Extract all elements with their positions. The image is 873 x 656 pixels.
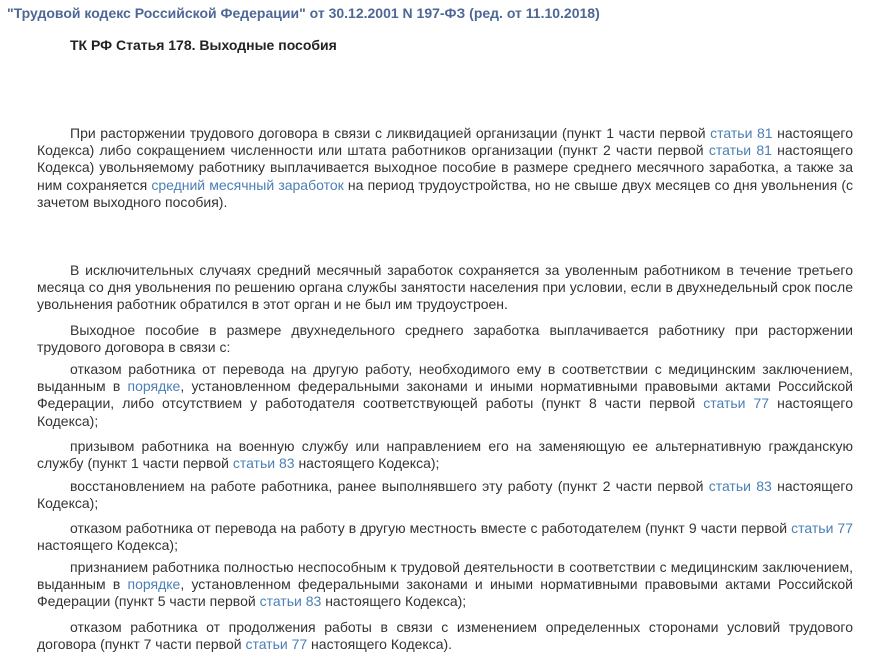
text-segment: настоящего Кодекса); bbox=[37, 537, 178, 554]
text-segment: отказом работника от перевода на другую работу, необходимого ему в соответствии с медицинским заключением, выданным в bbox=[37, 361, 853, 395]
text-segment: настоящего Кодекса); bbox=[37, 478, 853, 512]
text-segment: При расторжении трудового договора в связи с ликвидацией организации (пункт 1 части первой bbox=[70, 125, 711, 141]
paragraph-text bbox=[37, 361, 853, 430]
reference-link[interactable]: статьи 83 bbox=[259, 593, 322, 610]
reference-link[interactable]: статьи 83 bbox=[708, 478, 772, 494]
text-segment: , установленном федеральными законами и иными нормативными правовыми актами Российской Федерации, либо отсутствием у работодателя соответствующей работы (пункт 8 части первой bbox=[37, 378, 853, 412]
paragraph-1 bbox=[37, 125, 853, 211]
text-segment: признанием работника полностью неспособным к трудовой деятельности в соответствии с медицинским заключением, выданным в bbox=[37, 559, 853, 593]
reference-link[interactable]: статьи 77 bbox=[245, 636, 308, 653]
text-segment: настоящего Кодекса); bbox=[294, 455, 440, 472]
paragraph-7 bbox=[37, 520, 853, 554]
reference-link[interactable]: статьи 83 bbox=[232, 455, 295, 472]
paragraph-6 bbox=[37, 478, 853, 512]
text-segment: настоящего Кодекса). bbox=[307, 636, 453, 653]
text-segment: , установленном федеральными законами и иными нормативными правовыми актами Российской Федерации (пункт 5 части первой bbox=[37, 576, 853, 610]
paragraph-text bbox=[37, 125, 853, 211]
reference-link[interactable]: порядке bbox=[127, 378, 181, 395]
paragraph-5 bbox=[37, 438, 853, 472]
paragraph-text bbox=[37, 559, 853, 611]
text-segment: призывом работника на военную службу или направлением его на заменяющую ее альтернативную гражданскую службу (пункт 1 части первой bbox=[37, 438, 853, 472]
text-segment: отказом работника от продолжения работы в связи с изменением определенных сторонами условий трудового договора (пункт 7 части первой bbox=[37, 619, 853, 653]
text-segment: настоящего Кодекса); bbox=[321, 593, 467, 610]
paragraph-text bbox=[37, 262, 853, 314]
text-segment: отказом работника от перевода на работу в другую местность вместе с работодателем (пункт 9 части первой bbox=[70, 520, 792, 536]
reference-link[interactable]: статьи 81 bbox=[708, 142, 772, 159]
text-segment: Выходное пособие в размере двухнедельного среднего заработка выплачивается работнику при расторжении трудового договора в связи с: bbox=[37, 322, 853, 356]
text-segment: настоящего Кодекса); bbox=[37, 395, 853, 429]
article-title: ТК РФ Статья 178. Выходные пособия bbox=[70, 37, 337, 53]
document-title: "Трудовой кодекс Российской Федерации" от 30.12.2001 N 197-ФЗ (ред. от 11.10.2018) bbox=[7, 5, 600, 21]
paragraph-8 bbox=[37, 559, 853, 611]
paragraph-4 bbox=[37, 361, 853, 430]
text-segment: на период трудоустройства, но не свыше двух месяцев со дня увольнения (с зачетом выходного пособия). bbox=[37, 176, 853, 210]
text-segment: восстановлением на работе работника, ранее выполнявшего эту работу (пункт 2 части первой bbox=[70, 478, 709, 494]
reference-link[interactable]: средний месячный заработок bbox=[151, 176, 344, 193]
paragraph-2 bbox=[37, 262, 853, 314]
paragraph-3 bbox=[37, 322, 853, 356]
reference-link[interactable]: статьи 77 bbox=[703, 395, 770, 412]
paragraph-9 bbox=[37, 619, 853, 653]
reference-link[interactable]: статьи 81 bbox=[710, 125, 773, 141]
paragraph-text bbox=[37, 322, 853, 356]
text-segment: В исключительных случаях средний месячный заработок сохраняется за уволенным работником в течение третьего месяца со дня увольнения по решению органа службы занятости населения при условии, если в двухнедельный срок после увольнения работник обратился в этот орган и не был им трудоустроен. bbox=[37, 262, 853, 313]
paragraph-text bbox=[37, 438, 853, 472]
reference-link[interactable]: статьи 77 bbox=[791, 520, 853, 536]
paragraph-text bbox=[37, 520, 853, 554]
text-segment: настоящего Кодекса) либо сокращением численности или штата работников организации (пункт 2 части первой bbox=[37, 125, 853, 159]
paragraph-text bbox=[37, 478, 853, 512]
paragraph-text bbox=[37, 619, 853, 653]
text-segment: настоящего Кодекса) увольняемому работнику выплачивается выходное пособие в размере среднего месячного заработка, а также за ним сохраняется bbox=[37, 142, 854, 193]
reference-link[interactable]: порядке bbox=[127, 576, 181, 593]
